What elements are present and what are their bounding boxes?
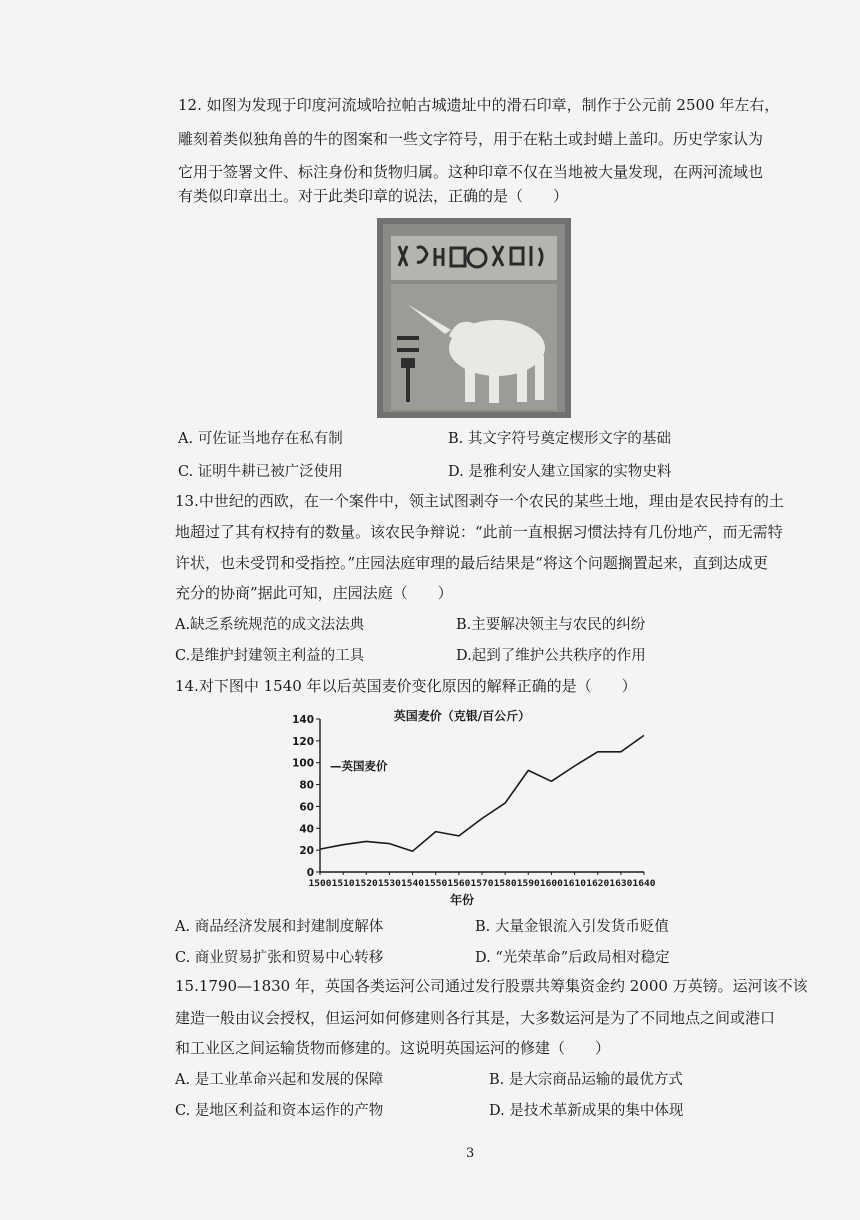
y-tick-label: 80: [299, 779, 314, 792]
y-tick-label: 20: [299, 845, 314, 858]
unicorn-seal-icon: [377, 218, 571, 418]
x-tick-label: 1580: [493, 879, 517, 889]
q15-line-3: 和工业区之间运输货物而修建的。这说明英国运河的修建（ ）: [175, 1039, 611, 1057]
x-tick-label: 1500: [308, 879, 332, 889]
q14-option-d: D. “光荣革命”后政局相对稳定: [475, 950, 670, 966]
x-tick-label: 1550: [424, 879, 448, 889]
x-tick-label: 1630: [609, 879, 633, 889]
q12-option-d: D. 是雅利安人建立国家的实物史料: [448, 464, 672, 480]
q13-line-3: 许状，也未受罚和受指控。”庄园法庭审理的最后结果是“将这个问题搁置起来，直到达成更: [175, 554, 768, 572]
q12-line-3: 它用于签署文件、标注身份和货物归属。这种印章不仅在当地被大量发现，在两河流域也: [178, 163, 764, 181]
y-tick-label: 120: [292, 735, 314, 748]
x-tick-label: 1520: [354, 879, 378, 889]
y-tick-label: 140: [292, 714, 314, 726]
y-tick-label: 40: [299, 823, 314, 836]
chart-svg: [282, 706, 662, 912]
x-tick-label: 1590: [516, 879, 540, 889]
q13-line-1: 13.中世纪的西欧，在一个案件中，领主试图剥夺一个农民的某些土地，理由是农民持有的土: [175, 492, 784, 510]
q14-option-c: C. 商业贸易扩张和贸易中心转移: [175, 950, 384, 966]
q12-line-1: 12. 如图为发现于印度河流域哈拉帕古城遗址中的滑石印章，制作于公元前 2500 年左右，: [178, 96, 780, 114]
wheat-price-chart: [282, 706, 662, 912]
q14-line-1: 14.对下图中 1540 年以后英国麦价变化原因的解释正确的是（ ）: [175, 677, 637, 695]
q15-option-d: D. 是技术革新成果的集中体现: [489, 1103, 684, 1119]
q14-option-b: B. 大量金银流入引发货币贬值: [475, 919, 669, 935]
q15-option-c: C. 是地区利益和资本运作的产物: [175, 1103, 384, 1119]
chart-title: 英国麦价（克银/百公斤）: [393, 709, 531, 723]
q15-line-2: 建造一般由议会授权，但运河如何修建则各行其是，大多数运河是为了不同地点之间或港口: [175, 1009, 776, 1027]
x-tick-label: 1640: [632, 879, 656, 889]
seal-photo: [377, 218, 571, 418]
x-axis-label: 年份: [449, 893, 475, 907]
q12-option-c: C. 证明牛耕已被广泛使用: [178, 464, 343, 480]
x-tick-label: 1530: [377, 879, 401, 889]
q13-option-b: B.主要解决领主与农民的纠纷: [456, 617, 646, 633]
x-tick-label: 1620: [586, 879, 610, 889]
x-tick-label: 1570: [470, 879, 494, 889]
x-tick-label: 1600: [539, 879, 563, 889]
y-tick-label: 100: [292, 757, 314, 770]
q14-option-a: A. 商品经济发展和封建制度解体: [175, 919, 384, 935]
x-tick-label: 1560: [447, 879, 471, 889]
x-tick-label: 1540: [401, 879, 425, 889]
q15-option-a: A. 是工业革命兴起和发展的保障: [175, 1072, 384, 1088]
x-tick-label: 1610: [563, 879, 587, 889]
q12-option-a: A. 可佐证当地存在私有制: [178, 431, 343, 447]
q13-option-d: D.起到了维护公共秩序的作用: [456, 648, 646, 664]
y-tick-label: 60: [299, 801, 314, 814]
q12-line-2: 雕刻着类似独角兽的牛的图案和一些文字符号，用于在粘土或封蜡上盖印。历史学家认为: [178, 130, 764, 148]
q13-line-2: 地超过了其有权持有的数量。该农民争辩说：“此前一直根据习惯法持有几份地产，而无需特: [175, 523, 783, 541]
q15-option-b: B. 是大宗商品运输的最优方式: [489, 1072, 683, 1088]
page-number: 3: [466, 1146, 475, 1161]
series-line-wheat-price: [320, 735, 644, 851]
q13-option-a: A.缺乏系统规范的成文法法典: [175, 617, 365, 633]
q12-option-b: B. 其文字符号奠定楔形文字的基础: [448, 431, 671, 447]
q12-line-4: 有类似印章出土。对于此类印章的说法，正确的是（ ）: [178, 187, 569, 205]
x-tick-label: 1510: [331, 879, 355, 889]
q13-option-c: C.是维护封建领主利益的工具: [175, 648, 365, 664]
q13-line-4: 充分的协商”据此可知，庄园法庭（ ）: [175, 584, 453, 602]
q15-line-1: 15.1790—1830 年，英国各类运河公司通过发行股票共筹集资金约 2000 万英镑。运河该不该: [175, 977, 808, 995]
y-tick-label: 0: [306, 867, 314, 879]
chart-legend: —英国麦价: [330, 759, 388, 773]
